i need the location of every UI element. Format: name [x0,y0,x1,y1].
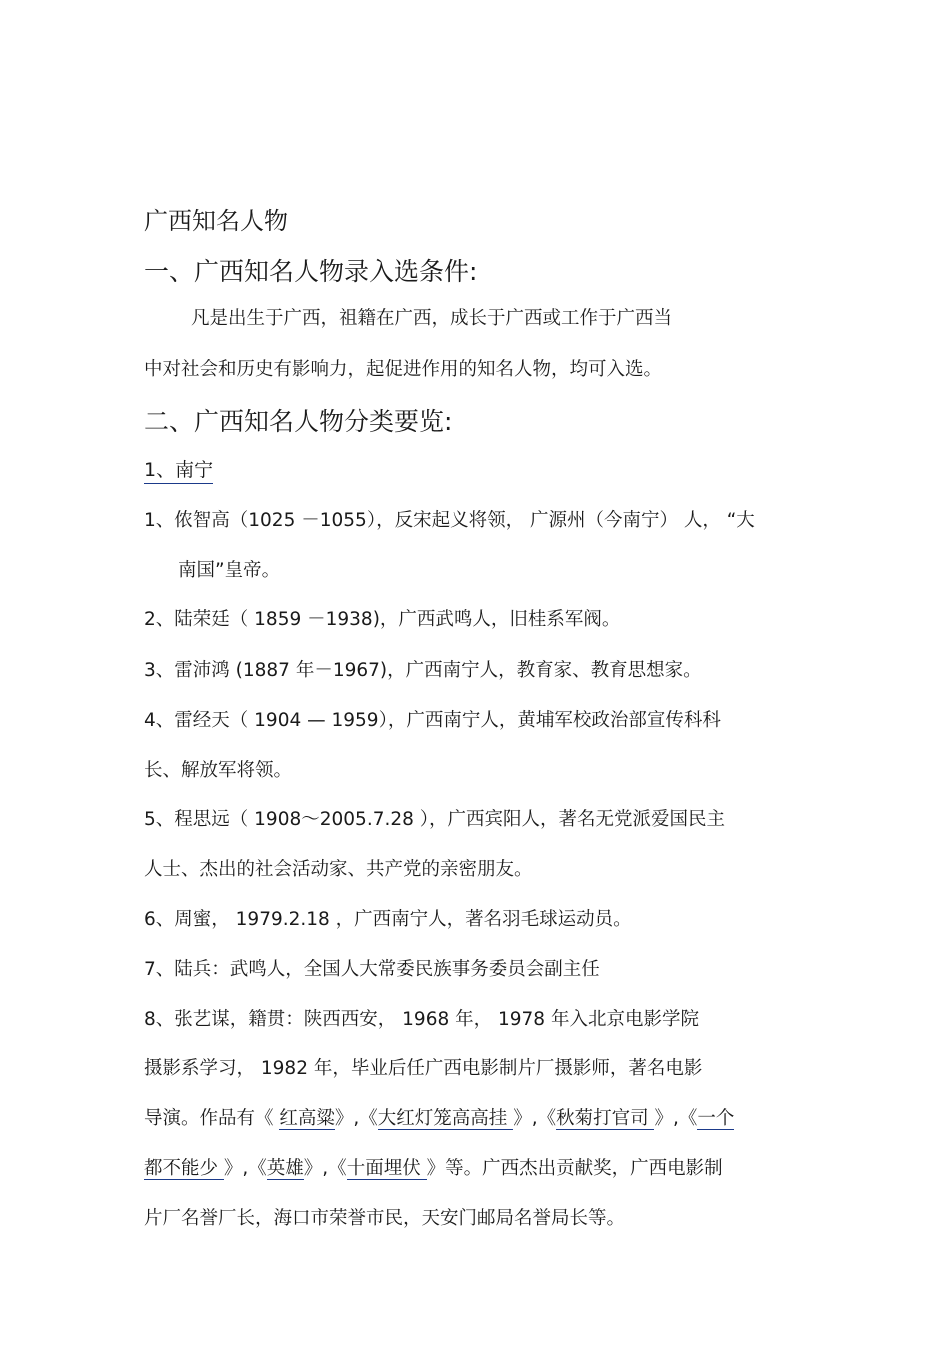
work-separator: 》,《 [303,1158,347,1179]
entry-5-line2: 人士、杰出的社会活动家、共产党的亲密朋友。 [144,859,533,880]
work-separator: 》,《 [654,1108,698,1129]
entry-8-line3 [144,1104,734,1130]
entry-8-line4 [144,1154,723,1180]
entry-1-line1: 1、侬智高（1025 －1055），反宋起义将领， 广源州（今南宁） 人， “大 [144,510,755,531]
entry-3: 3、雷沛鸿 (1887 年－1967)，广西南宁人，教育家、教育思想家。 [144,660,702,681]
entry-6: 6、周蜜， 1979.2.18 ，广西南宁人，著名羽毛球运动员。 [144,909,632,930]
criteria-paragraph-line1: 凡是出生于广西，祖籍在广西，成长于广西或工作于广西当 [191,308,673,329]
work-separator: 》,《 [513,1108,557,1129]
work-link-not-one-less-part2[interactable]: 都不能少 [144,1158,224,1179]
section-heading-categories: 二、广西知名人物分类要览: [144,407,453,436]
page-title: 广西知名人物 [144,207,288,235]
entry-4-line2: 长、解放军将领。 [144,760,293,781]
entry-8-awards: 》等。广西杰出贡献奖，广西电影制 [426,1158,723,1179]
subheading-nanning [144,455,225,482]
work-link-not-one-less-part1[interactable]: 一个 [697,1108,735,1129]
entry-8-line1: 8、张艺谋，籍贯：陕西西安， 1968 年， 1978 年入北京电影学院 [144,1009,699,1030]
entry-8-line5: 片厂名誉厂长，海口市荣誉市民，天安门邮局名誉局长等。 [144,1208,626,1229]
entry-1-line2: 南国”皇帝。 [178,560,281,581]
subheading-nanning-text: 1、南宁 [144,459,213,484]
work-link-red-sorghum[interactable]: 红高粱 [279,1108,335,1129]
work-separator: 》,《 [334,1108,378,1129]
entry-2: 2、陆荣廷（ 1859 －1938)，广西武鸣人，旧桂系军阀。 [144,609,621,630]
entry-7: 7、陆兵：武鸣人，全国人大常委民族事务委员会副主任 [144,959,600,980]
entry-4-line1: 4、雷经天（ 1904 — 1959），广西南宁人，黄埔军校政治部宣传科科 [144,710,721,731]
work-separator: 》,《 [223,1158,267,1179]
work-link-story-of-qiu-ju[interactable]: 秋菊打官司 [556,1108,655,1129]
work-link-house-of-flying-daggers[interactable]: 十面埋伏 [346,1158,427,1179]
entry-8-line2: 摄影系学习， 1982 年，毕业后任广西电影制片厂摄影师，著名电影 [144,1058,703,1079]
criteria-paragraph-line2: 中对社会和历史有影响力，起促进作用的知名人物，均可入选。 [144,359,663,380]
entry-5-line1: 5、程思远（ 1908～2005.7.28 ），广西宾阳人，著名无党派爱国民主 [144,809,726,830]
entry-8-works-intro: 导演。作品有《 [144,1108,280,1129]
work-link-hero[interactable]: 英雄 [266,1158,304,1179]
work-link-raise-the-red-lantern[interactable]: 大红灯笼高高挂 [377,1108,514,1129]
section-heading-criteria: 一、广西知名人物录入选条件: [144,257,478,286]
